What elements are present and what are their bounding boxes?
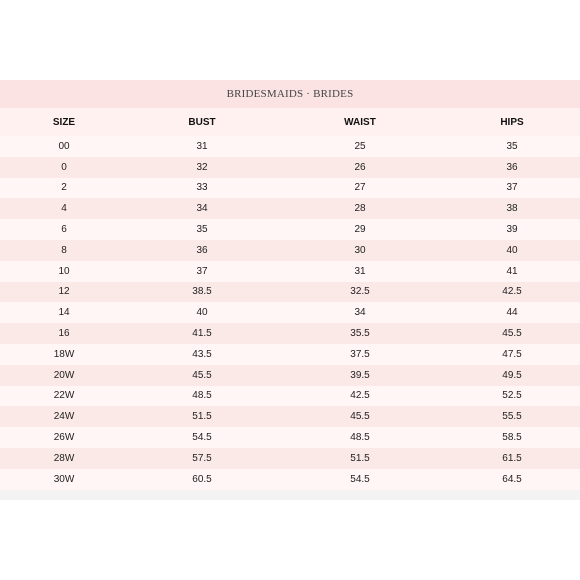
cell-waist: 51.5 — [350, 452, 370, 464]
cell-bust: 33 — [196, 182, 208, 194]
cell-waist: 31 — [354, 265, 366, 277]
cell-hips: 41 — [506, 265, 518, 277]
table-row — [0, 157, 580, 178]
cell-hips: 45.5 — [502, 328, 522, 340]
cell-size: 2 — [61, 182, 67, 194]
cell-bust: 38.5 — [192, 286, 212, 298]
table-row — [0, 240, 580, 261]
cell-bust: 43.5 — [192, 348, 212, 360]
cell-waist: 25 — [354, 140, 366, 152]
cell-size: 10 — [58, 265, 70, 277]
cell-waist: 35.5 — [350, 328, 370, 340]
cell-hips: 37 — [506, 182, 518, 194]
cell-hips: 44 — [506, 307, 518, 319]
cell-waist: 54.5 — [350, 473, 370, 485]
cell-size: 20W — [53, 369, 75, 381]
header-hips: HIPS — [500, 116, 524, 128]
cell-waist: 42.5 — [350, 390, 370, 402]
cell-hips: 40 — [506, 244, 518, 256]
cell-hips: 38 — [506, 203, 518, 215]
cell-bust: 37 — [196, 265, 208, 277]
table-row — [0, 469, 580, 490]
cell-size: 28W — [53, 452, 75, 464]
cell-size: 16 — [58, 328, 70, 340]
cell-bust: 31 — [196, 140, 208, 152]
cell-hips: 47.5 — [502, 348, 522, 360]
table-row — [0, 178, 580, 199]
cell-waist: 48.5 — [350, 432, 370, 444]
cell-bust: 36 — [196, 244, 208, 256]
table-row — [0, 448, 580, 469]
cell-size: 00 — [58, 140, 70, 152]
cell-hips: 61.5 — [502, 452, 522, 464]
cell-hips: 49.5 — [502, 369, 522, 381]
cell-waist: 39.5 — [350, 369, 370, 381]
cell-bust: 60.5 — [192, 473, 212, 485]
table-header-row — [0, 108, 580, 136]
cell-hips: 55.5 — [502, 411, 522, 423]
cell-hips: 42.5 — [502, 286, 522, 298]
table-row — [0, 261, 580, 282]
table-row — [0, 406, 580, 427]
cell-size: 4 — [61, 203, 67, 215]
cell-size: 14 — [58, 307, 70, 319]
cell-size: 22W — [53, 390, 75, 402]
cell-size: 0 — [61, 161, 67, 173]
cell-hips: 64.5 — [502, 473, 522, 485]
cell-size: 24W — [53, 411, 75, 423]
cell-size: 12 — [58, 286, 70, 298]
cell-waist: 32.5 — [350, 286, 370, 298]
cell-waist: 27 — [354, 182, 366, 194]
cell-bust: 57.5 — [192, 452, 212, 464]
header-bust: BUST — [188, 116, 216, 128]
table-row — [0, 365, 580, 386]
cell-hips: 58.5 — [502, 432, 522, 444]
cell-bust: 51.5 — [192, 411, 212, 423]
cell-bust: 41.5 — [192, 328, 212, 340]
table-row — [0, 136, 580, 157]
cell-bust: 54.5 — [192, 432, 212, 444]
table-row — [0, 198, 580, 219]
cell-hips: 36 — [506, 161, 518, 173]
table-row — [0, 427, 580, 448]
cell-size: 8 — [61, 244, 67, 256]
cell-size: 18W — [53, 348, 75, 360]
cell-bust: 32 — [196, 161, 208, 173]
cell-hips: 35 — [506, 140, 518, 152]
table-footer-band — [0, 490, 580, 500]
cell-size: 26W — [53, 432, 75, 444]
cell-bust: 45.5 — [192, 369, 212, 381]
cell-waist: 29 — [354, 224, 366, 236]
table-row — [0, 282, 580, 303]
cell-bust: 34 — [196, 203, 208, 215]
cell-size: 6 — [61, 224, 67, 236]
cell-waist: 45.5 — [350, 411, 370, 423]
cell-waist: 30 — [354, 244, 366, 256]
header-waist: WAIST — [344, 116, 376, 128]
cell-bust: 48.5 — [192, 390, 212, 402]
table-row — [0, 219, 580, 240]
size-chart — [0, 80, 580, 500]
cell-hips: 39 — [506, 224, 518, 236]
cell-bust: 35 — [196, 224, 208, 236]
cell-waist: 34 — [354, 307, 366, 319]
cell-bust: 40 — [196, 307, 208, 319]
table-row — [0, 302, 580, 323]
table-row — [0, 386, 580, 407]
table-row — [0, 344, 580, 365]
cell-waist: 26 — [354, 161, 366, 173]
cell-waist: 37.5 — [350, 348, 370, 360]
header-size: SIZE — [52, 116, 76, 128]
cell-size: 30W — [53, 473, 75, 485]
cell-hips: 52.5 — [502, 390, 522, 402]
table-row — [0, 323, 580, 344]
chart-title: BRIDESMAIDS · BRIDES — [0, 80, 580, 108]
table-body — [0, 136, 580, 490]
cell-waist: 28 — [354, 203, 366, 215]
